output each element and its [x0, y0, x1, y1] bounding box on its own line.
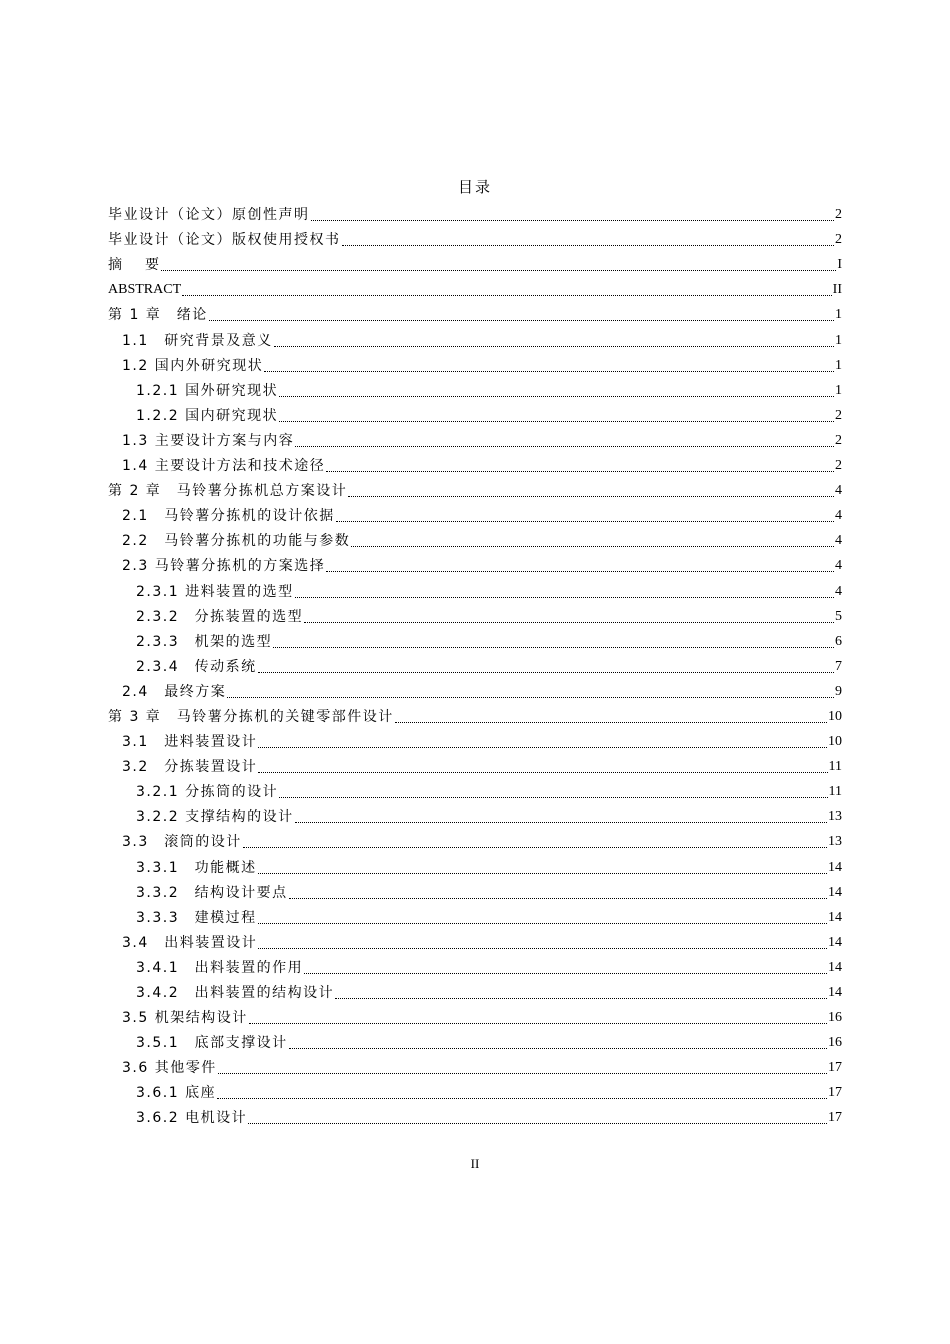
toc-entry-page: 5: [835, 608, 842, 624]
toc-leader-dots: [182, 294, 832, 296]
toc-entry[interactable]: [108, 375, 842, 400]
toc-entry-label: 3.5 机架结构设计: [122, 1010, 248, 1027]
toc-entry-label: 3.6.1 底座: [136, 1085, 217, 1102]
toc-entry-label: 3.6.2 电机设计: [136, 1110, 248, 1127]
toc-entry[interactable]: [108, 475, 842, 500]
toc-leader-dots: [326, 570, 834, 572]
toc-entry-page: 4: [835, 583, 842, 599]
toc-entry-label: 毕业设计（论文）版权使用授权书: [108, 232, 341, 249]
toc-entry-label: ABSTRACT: [108, 282, 182, 298]
toc-entry[interactable]: [108, 927, 842, 952]
toc-leader-dots: [342, 244, 835, 246]
toc-entry-label: 3.4.1 出料装置的作用: [136, 959, 304, 976]
toc-leader-dots: [249, 1022, 827, 1024]
toc-entry[interactable]: [108, 1027, 842, 1052]
toc-entry-label: 2.4 最终方案: [122, 683, 227, 700]
toc-entry-page: 11: [828, 784, 842, 800]
toc-entry-label: 2.3.2 分拣装置的选型: [136, 608, 304, 625]
toc-entry-page: 1: [835, 332, 842, 348]
toc-entry-page: 14: [828, 859, 842, 875]
toc-leader-dots: [348, 495, 834, 497]
toc-entry-page: 17: [828, 1085, 842, 1101]
toc-entry-page: 4: [835, 533, 842, 549]
toc-leader-dots: [258, 947, 827, 949]
toc-leader-dots: [311, 219, 835, 221]
toc-entry-label: 2.3 马铃薯分拣机的方案选择: [122, 558, 326, 575]
toc-entry-page: 7: [835, 658, 842, 674]
toc-leader-dots: [227, 696, 834, 698]
toc-entry-label: 3.3.2 结构设计要点: [136, 884, 288, 901]
toc-entry-label: 3.1 进料装置设计: [122, 734, 258, 751]
toc-entry-page: 17: [828, 1060, 842, 1076]
toc-leader-dots: [258, 872, 827, 874]
toc-entry[interactable]: [108, 651, 842, 676]
toc-entry-page: 4: [835, 483, 842, 499]
toc-leader-dots: [248, 1122, 827, 1124]
toc-entry-page: 4: [835, 558, 842, 574]
toc-leader-dots: [279, 420, 834, 422]
toc-entry-page: 2: [835, 458, 842, 474]
toc-leader-dots: [279, 395, 834, 397]
toc-entry-page: 2: [835, 407, 842, 423]
toc-entry-label: 3.2.1 分拣筒的设计: [136, 784, 279, 801]
toc-entry[interactable]: [108, 1002, 842, 1027]
toc-entry[interactable]: [108, 751, 842, 776]
toc-leader-dots: [279, 796, 827, 798]
toc-entry[interactable]: [108, 324, 842, 349]
toc-title: 目录: [457, 178, 492, 196]
toc-entry[interactable]: [108, 801, 842, 826]
toc-entry[interactable]: [108, 249, 842, 274]
toc-leader-dots: [304, 972, 827, 974]
toc-leader-dots: [326, 470, 834, 472]
toc-leader-dots: [258, 771, 827, 773]
toc-entry[interactable]: [108, 902, 842, 927]
toc-entry-label: 3.3 滚筒的设计: [122, 834, 242, 851]
toc-entry-page: 13: [828, 834, 842, 850]
toc-leader-dots: [351, 545, 834, 547]
toc-entry-label: 1.4 主要设计方法和技术途径: [122, 458, 326, 475]
toc-entry-label: 第 2 章 马铃薯分拣机总方案设计: [108, 483, 348, 500]
toc-leader-dots: [258, 671, 834, 673]
toc-entry-label: 3.2 分拣装置设计: [122, 759, 258, 776]
toc-entry-page: 2: [835, 207, 842, 223]
toc-entry-label: 2.2 马铃薯分拣机的功能与参数: [122, 533, 351, 550]
toc-entry-label: 第 1 章 绪论: [108, 307, 208, 324]
toc-entry[interactable]: [108, 450, 842, 475]
toc-entry[interactable]: [108, 350, 842, 375]
toc-entry[interactable]: [108, 626, 842, 651]
toc-entry-label: 1.2 国内外研究现状: [122, 357, 264, 374]
toc-leader-dots: [395, 721, 827, 723]
toc-leader-dots: [295, 596, 834, 598]
toc-leader-dots: [258, 746, 827, 748]
toc-entry-label: 1.2.2 国内研究现状: [136, 407, 279, 424]
toc-entry-page: 6: [835, 633, 842, 649]
toc-entry[interactable]: [108, 199, 842, 224]
toc-entry-page: 14: [828, 934, 842, 950]
toc-leader-dots: [209, 319, 834, 321]
toc-entry-label: 摘 要: [108, 257, 161, 274]
toc-leader-dots: [218, 1072, 827, 1074]
toc-leader-dots: [273, 646, 834, 648]
toc-leader-dots: [274, 345, 834, 347]
table-of-contents: [108, 199, 842, 1127]
toc-entry-page: 17: [828, 1110, 842, 1126]
toc-entry-page: 9: [835, 683, 842, 699]
toc-entry-page: 11: [828, 759, 842, 775]
toc-entry-label: 3.6 其他零件: [122, 1060, 217, 1077]
toc-entry[interactable]: [108, 575, 842, 600]
toc-entry-page: 10: [828, 734, 842, 750]
toc-entry-label: 3.4.2 出料装置的结构设计: [136, 985, 335, 1001]
toc-entry-label: 毕业设计（论文）原创性声明: [108, 207, 310, 224]
toc-leader-dots: [217, 1097, 827, 1099]
toc-entry-label: 3.3.1 功能概述: [136, 859, 257, 876]
toc-entry-page: 1: [835, 382, 842, 398]
toc-entry[interactable]: [108, 425, 842, 450]
toc-entry[interactable]: [108, 601, 842, 626]
toc-entry-page: 1: [835, 357, 842, 373]
toc-entry[interactable]: [108, 826, 842, 851]
toc-entry-page: 13: [828, 809, 842, 825]
toc-entry[interactable]: [108, 877, 842, 902]
toc-entry-label: 3.5.1 底部支撑设计: [136, 1035, 288, 1052]
toc-entry-label: 3.2.2 支撑结构的设计: [136, 809, 294, 826]
toc-entry-label: 第 3 章 马铃薯分拣机的关键零部件设计: [108, 708, 394, 725]
toc-entry[interactable]: [108, 224, 842, 249]
toc-entry-label: 2.1 马铃薯分拣机的设计依据: [122, 508, 335, 525]
page-number-footer: II: [470, 1156, 480, 1171]
toc-leader-dots: [289, 897, 827, 899]
toc-entry-page: 14: [828, 985, 842, 1000]
toc-entry[interactable]: [108, 1052, 842, 1077]
toc-entry[interactable]: [108, 1102, 842, 1127]
toc-entry-page: 14: [828, 959, 842, 975]
toc-entry-label: 3.3.3 建模过程: [136, 909, 257, 926]
toc-entry-label: 3.4 出料装置设计: [122, 934, 258, 951]
toc-entry-page: 2: [835, 432, 842, 448]
toc-entry-label: 1.3 主要设计方案与内容: [122, 432, 295, 449]
toc-entry-page: 14: [828, 909, 842, 925]
toc-entry-label: 2.3.3 机架的选型: [136, 633, 273, 650]
toc-entry[interactable]: [108, 952, 842, 977]
toc-entry[interactable]: [108, 701, 842, 726]
toc-entry-page: 2: [835, 232, 842, 248]
toc-entry[interactable]: [108, 550, 842, 575]
toc-entry-page: 16: [828, 1035, 842, 1051]
toc-entry-page: II: [832, 282, 842, 298]
toc-entry-label: 2.3.1 进料装置的选型: [136, 583, 294, 600]
toc-leader-dots: [304, 621, 834, 623]
toc-entry-label: 1.1 研究背景及意义: [122, 332, 273, 349]
toc-entry-page: 16: [828, 1010, 842, 1026]
toc-entry-page: 1: [835, 307, 842, 323]
toc-leader-dots: [335, 997, 827, 999]
toc-leader-dots: [264, 370, 834, 372]
toc-leader-dots: [258, 922, 827, 924]
toc-entry[interactable]: [108, 1077, 842, 1102]
toc-entry[interactable]: [108, 525, 842, 550]
toc-entry[interactable]: [108, 400, 842, 425]
toc-entry[interactable]: [108, 299, 842, 324]
toc-entry[interactable]: [108, 977, 842, 1002]
toc-entry-label: 2.3.4 传动系统: [136, 658, 257, 675]
toc-entry[interactable]: [108, 676, 842, 701]
toc-entry[interactable]: [108, 500, 842, 525]
toc-leader-dots: [161, 269, 836, 271]
toc-leader-dots: [295, 445, 834, 447]
toc-entry[interactable]: [108, 726, 842, 751]
toc-entry[interactable]: [108, 776, 842, 801]
toc-leader-dots: [243, 846, 827, 848]
toc-entry-page: 10: [828, 708, 842, 724]
toc-entry-page: 14: [828, 884, 842, 900]
toc-leader-dots: [295, 821, 827, 823]
toc-entry[interactable]: [108, 274, 842, 299]
toc-entry-page: 4: [835, 508, 842, 524]
toc-entry-label: 1.2.1 国外研究现状: [136, 382, 279, 399]
toc-leader-dots: [289, 1047, 827, 1049]
toc-entry[interactable]: [108, 851, 842, 876]
toc-entry-page: I: [837, 257, 842, 273]
toc-leader-dots: [336, 520, 834, 522]
